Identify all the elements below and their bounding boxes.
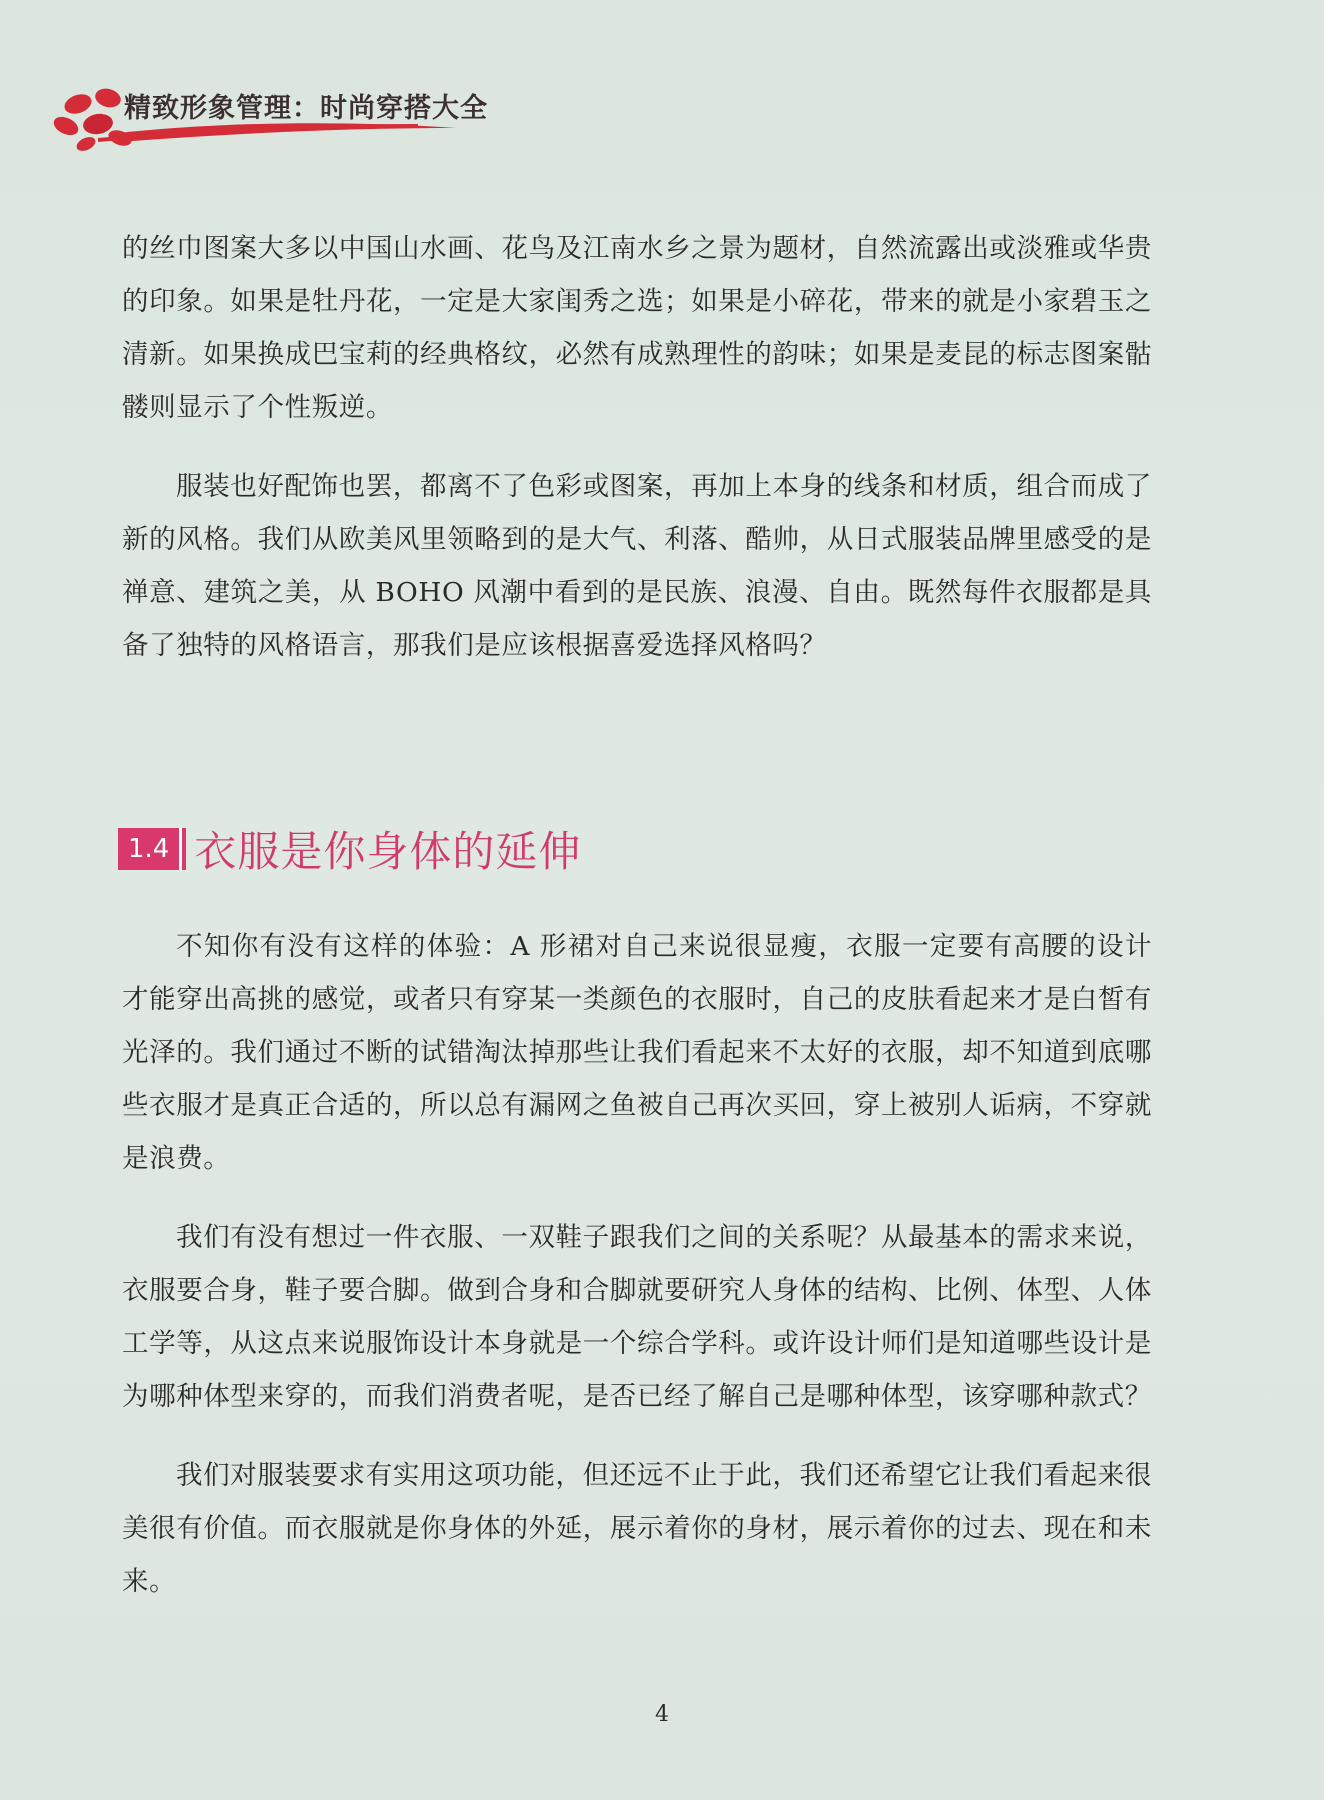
paragraph: 我们对服装要求有实用这项功能，但还远不止于此，我们还希望它让我们看起来很美很有价值。而衣服就是你身体的外延，展示着你的身材，展示着你的过去、现在和未来。 — [122, 1460, 1152, 1597]
paragraph: 我们有没有想过一件衣服、一双鞋子跟我们之间的关系呢？从最基本的需求来说，衣服要合身，鞋子要合脚。做到合身和合脚就要研究人身体的结构、比例、体型、人体工学等，从这点来说服饰设计本身就是一个综合学科。或许设计师们是知道哪些设计是为哪种体型来穿的，而我们消费者呢，是否已经了解自己是哪种体型，该穿哪种款式？ — [122, 1222, 1152, 1412]
paragraph: 不知你有没有这样的体验：A 形裙对自己来说很显瘦，衣服一定要有高腰的设计才能穿出高挑的感觉，或者只有穿某一类颜色的衣服时，自己的皮肤看起来才是白皙有光泽的。我们通过不断的试错淘汰掉那些让我们看起来不太好的衣服，却不知道到底哪些衣服才是真正合适的，所以总有漏网之鱼被自己再次买回，穿上被别人诟病，不穿就是浪费。 — [122, 931, 1152, 1174]
running-title: 精致形象管理：时尚穿搭大全 — [124, 93, 488, 124]
body-text-bottom — [122, 920, 1152, 1608]
body-text-top — [122, 222, 1152, 672]
page-number: 4 — [655, 1702, 669, 1727]
paragraph: 服装也好配饰也罢，都离不了色彩或图案，再加上本身的线条和材质，组合而成了新的风格。我们从欧美风里领略到的是大气、利落、酷帅，从日式服装品牌里感受的是禅意、建筑之美，从 BOHO 风潮中看到的是民族、浪漫、自由。既然每件衣服都是具备了独特的风格语言，那我们是应该根据喜爱选择风格吗？ — [122, 471, 1152, 661]
section-title: 衣服是你身体的延伸 — [194, 827, 582, 876]
section-heading — [118, 818, 581, 880]
section-number-badge: 1.4 — [118, 828, 182, 870]
paragraph: 的丝巾图案大多以中国山水画、花鸟及江南水乡之景为题材，自然流露出或淡雅或华贵的印象。如果是牡丹花，一定是大家闺秀之选；如果是小碎花，带来的就是小家碧玉之清新。如果换成巴宝莉的经典格纹，必然有成熟理性的韵味；如果是麦昆的标志图案骷髅则显示了个性叛逆。 — [122, 233, 1152, 423]
running-header — [38, 82, 488, 152]
